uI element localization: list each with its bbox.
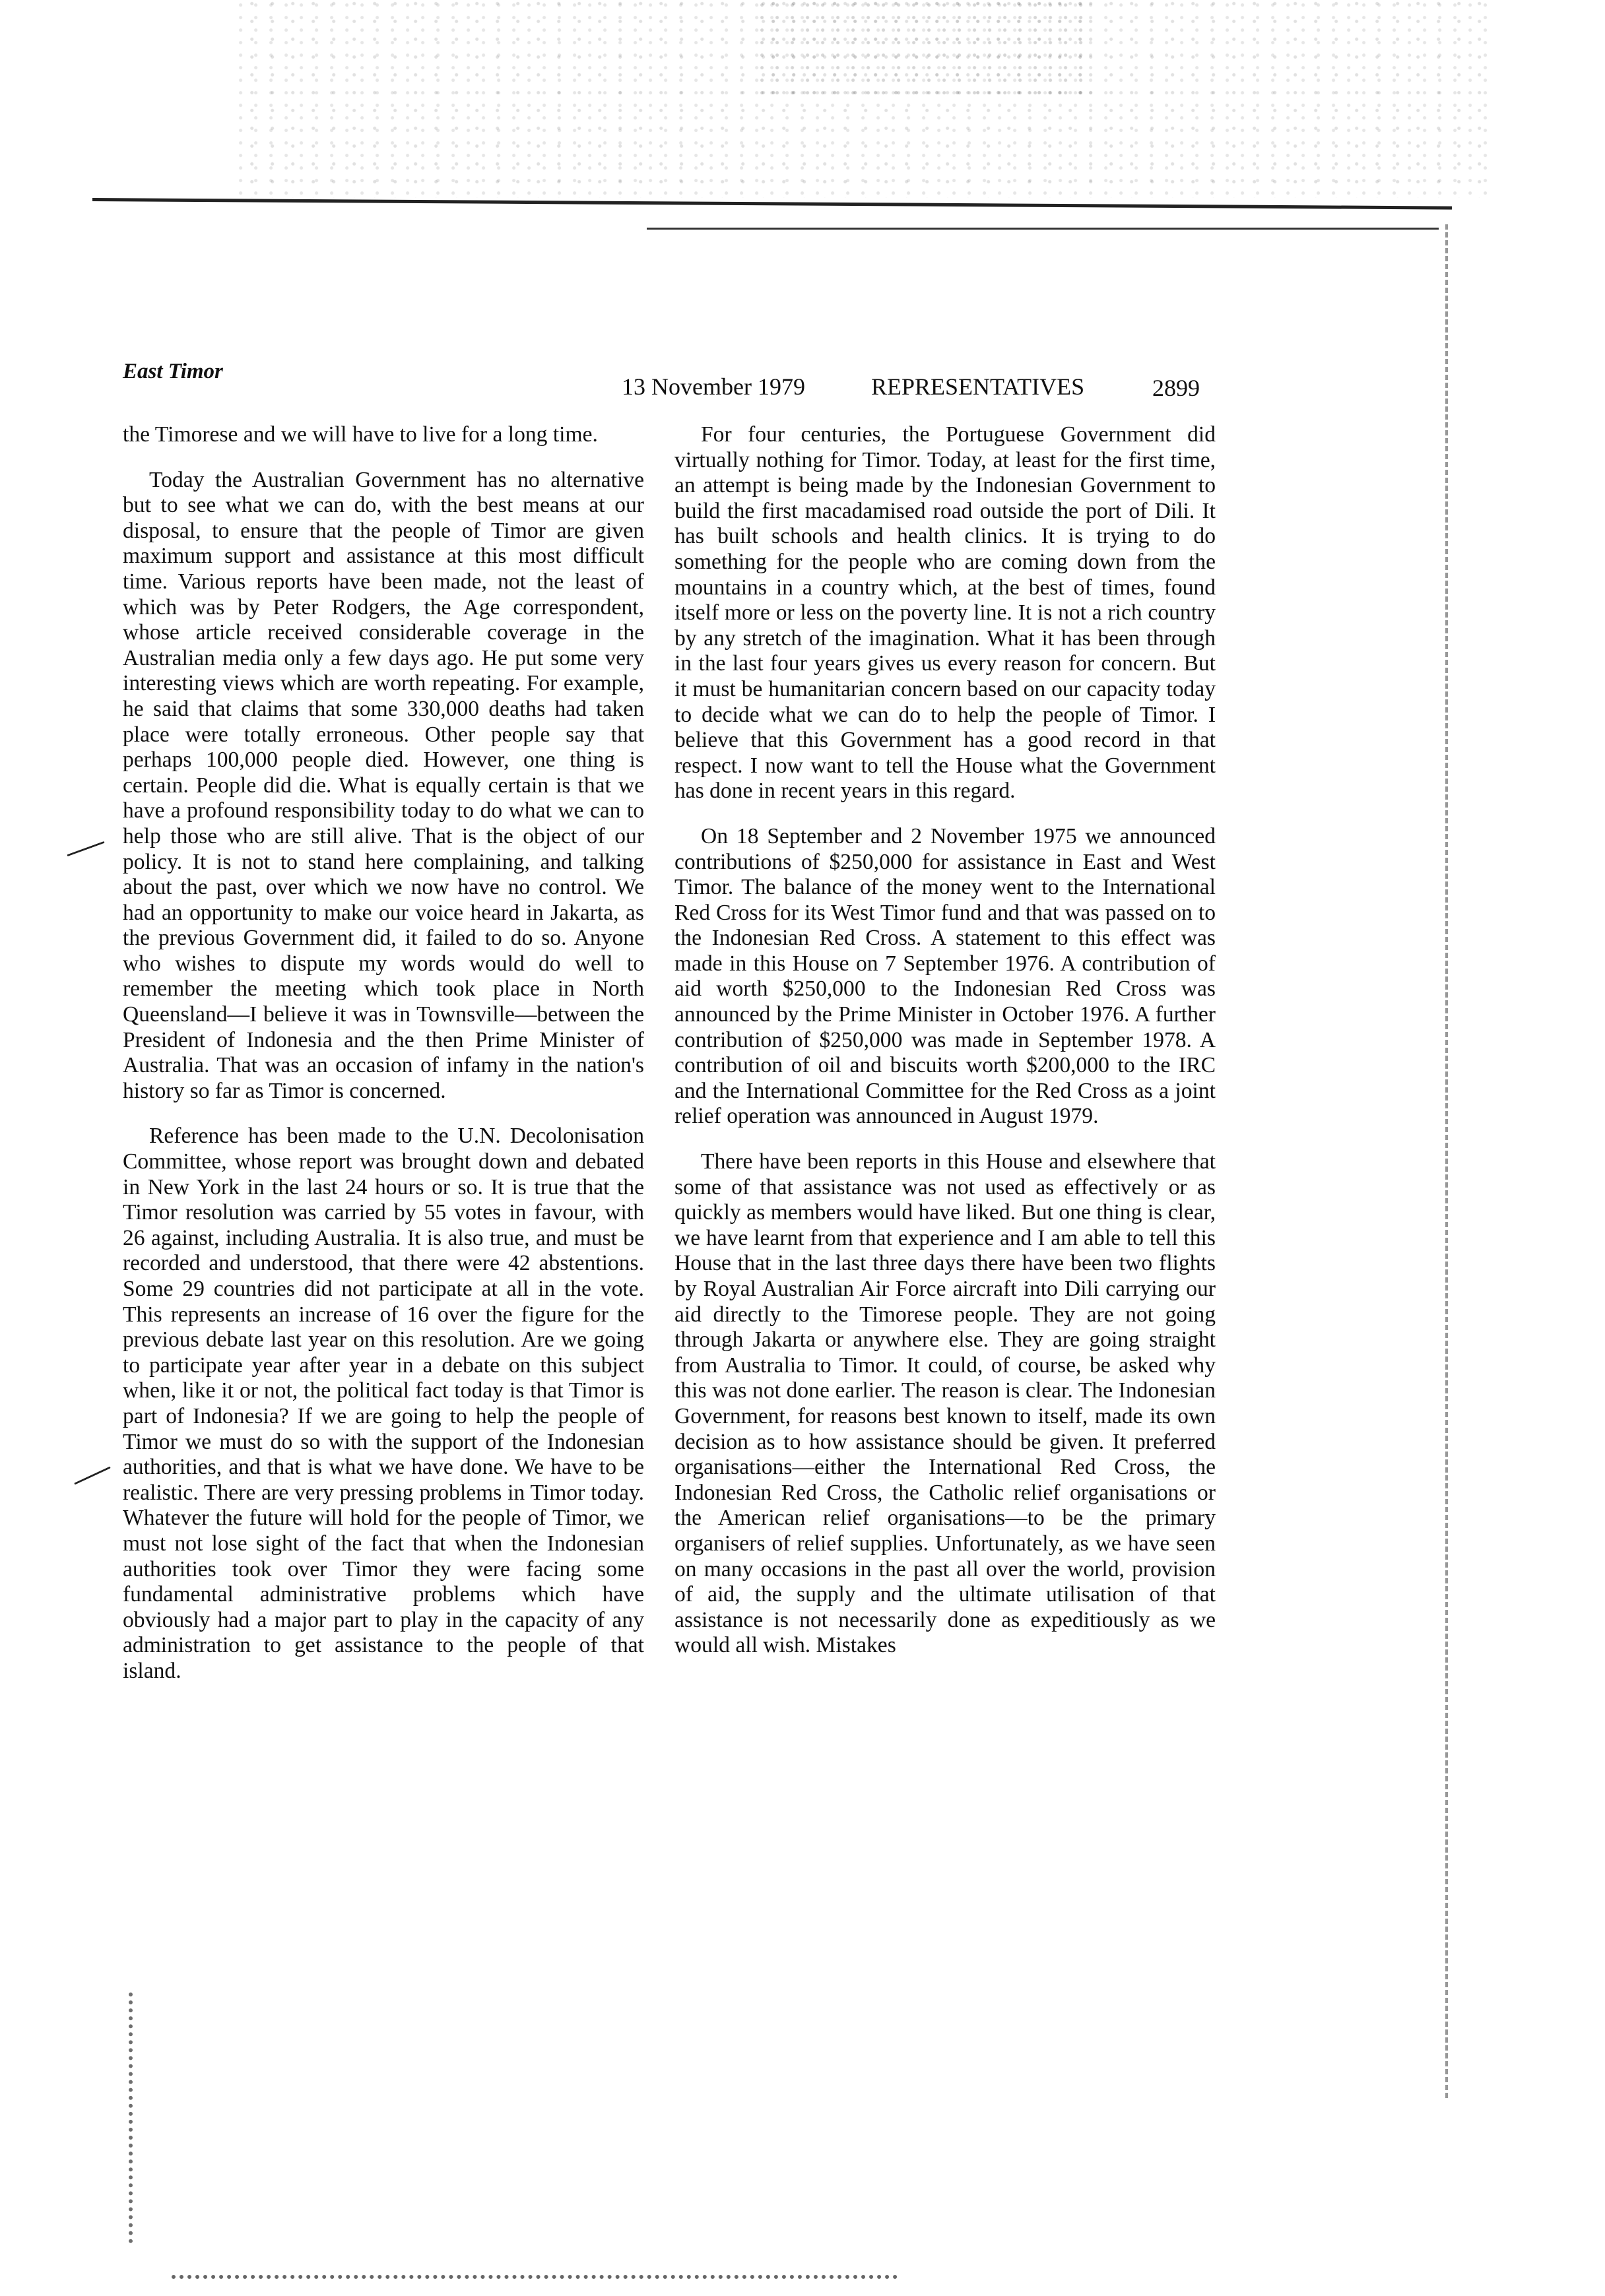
paragraph: There have been reports in this House and elsewhere that some of that assistance was not used as effectively or as quickly as members would have liked. But one thing is clear, we have learnt from that experience and I am able to tell this House that in the last three days there have been two flights by Royal Australian Air Force aircraft into Dili carrying our aid directly to the Timorese people. They are not going through Jakarta or anywhere else. They are going straight from Australia to Timor. It could, of course, be asked why this was not done earlier. The reason is clear. The Indonesian Government, for reasons best known to itself, made its own decision as to how assistance should be given. It preferred organisations—either the International Red Cross, the Indonesian Red Cross, the Catholic relief organisations or the American relief organisations—to be the primary organisers of relief supplies. Unfortunately, as we have seen on many occasions in the past all over the world, provision of aid, the supply and the ultimate utilisation of that assistance is not necessarily done as expeditiously as we would all wish. Mistakes	[674, 1149, 1216, 1658]
paragraph: On 18 September and 2 November 1975 we announced contributions of $250,000 for assistance in East and West Timor. The balance of the money went to the International Red Cross for its West Timor fund and that was passed on to the Indonesian Red Cross. A statement to this effect was made in this House on 7 September 1976. A contribution of aid worth $250,000 to the Indonesian Red Cross was announced by the Prime Minister in October 1976. A further contribution of $250,000 was made in September 1978. A contribution of oil and biscuits worth $200,000 to the IRC and the International Committee for the Red Cross as a joint relief operation was announced in August 1979.	[674, 823, 1216, 1129]
paragraph: Reference has been made to the U.N. Decolonisation Committee, whose report was brought down and debated in New York in the last 24 hours or so. It is true that the Timor resolution was carried by 55 votes in favour, with 26 against, including Australia. It is also true, and must be recorded and understood, that there were 42 abstentions. Some 29 countries did not participate at all in the vote. This represents an increase of 16 over the figure for the previous debate last year on this resolution. Are we going to participate year after year in a debate on this subject when, like it or not, the political fact today is that Timor is part of Indonesia? If we are going to help the people of Timor we must do so with the support of the Indonesian authorities, and that is what we have done. We have to be realistic. There are very pressing problems in Timor today. Whatever the future will hold for the people of Timor, we must not lose sight of the fact that when the Indonesian authorities took over Timor they were facing some fundamental administrative problems which have obviously had a major part to play in the capacity of any administration to get assistance to the people of that island.	[123, 1124, 644, 1683]
margin-annotation-mark	[67, 841, 104, 856]
margin-annotation-mark	[74, 1466, 111, 1484]
photocopy-edge-line	[1445, 224, 1448, 2098]
right-column	[674, 422, 1216, 1678]
chamber-name: REPRESENTATIVES	[871, 373, 1085, 400]
paragraph: the Timorese and we will have to live for a long time.	[123, 422, 598, 447]
photocopy-noise	[759, 0, 1089, 99]
left-column	[123, 422, 644, 1704]
paragraph: For four centuries, the Portuguese Government did virtually nothing for Timor. Today, at least for the first time, an attempt is being made by the Indonesian Government to build the first macadamised road outside the port of Dili. It has built schools and health clinics. It is trying to do something for the people who are coming down from the mountains in a country which, at the best of times, found itself more or less on the poverty line. It is not a rich country by any stretch of the imagination. What it has been through in the last four years gives us every reason for concern. But it must be humanitarian concern based on our capacity today to decide what we can do to help the people of Timor. I believe that this Government has a good record in that respect. I now want to tell the House what the Government has done in recent years in this regard.	[674, 422, 1216, 804]
photocopy-edge-line	[647, 228, 1439, 230]
page-number: 2899	[1152, 375, 1200, 401]
photocopy-edge-line	[92, 198, 1452, 210]
page-header	[123, 360, 1231, 399]
photocopy-edge-line	[172, 2275, 898, 2279]
sitting-date: 13 November 1979	[622, 373, 805, 400]
section-title: East Timor	[123, 360, 223, 383]
paragraph: Today the Australian Government has no alternative but to see what we can do, with the best means at our disposal, to ensure that the people of Timor are given maximum support and assistance at this most difficult time. Various reports have been made, not the least of which was by Peter Rodgers, the Age correspondent, whose article received considerable coverage in the Australian media only a few days ago. He put some very interesting views which are worth repeating. For example, he said that claims that some 330,000 deaths had taken place were totally erroneous. Other people say that perhaps 100,000 people died. However, one thing is certain. People did die. What is equally certain is that we have a profound responsibility today to do what we can to help those who are still alive. That is the object of our policy. It is not to stand here complaining, and talking about the past, over which we now have no control. We had an opportunity to make our voice heard in Jakarta, as the previous Government did, it failed to do so. Anyone who wishes to dispute my words would do well to remember the meeting which took place in North Queensland—I believe it was in Townsville—between the President of Indonesia and the then Prime Minister of Australia. That was an occasion of infamy in the nation's history so far as Timor is concerned.	[123, 467, 644, 1103]
photocopy-edge-line	[129, 1993, 133, 2243]
